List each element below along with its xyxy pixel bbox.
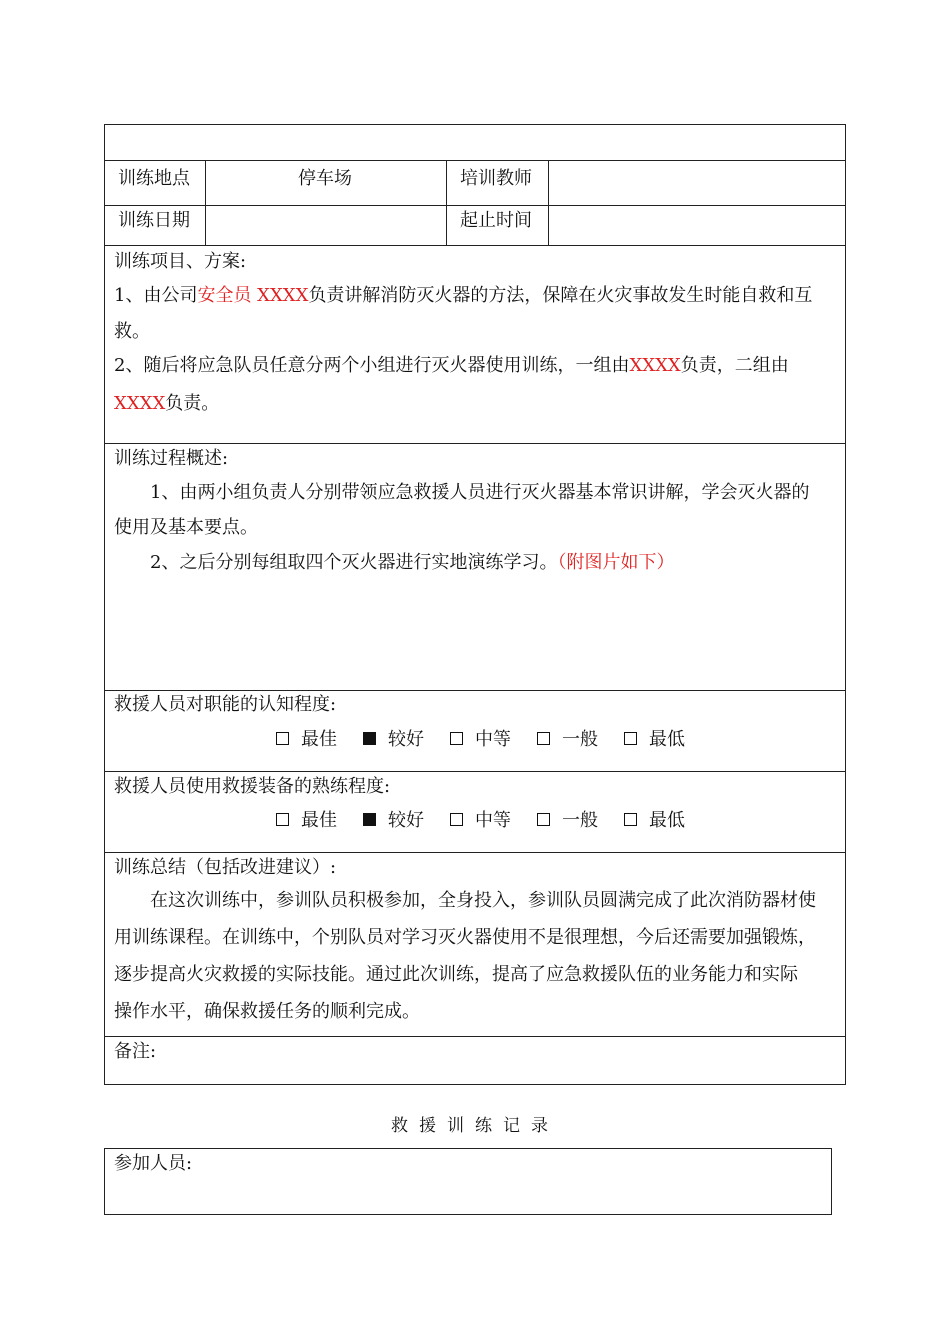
option-label: 较好 <box>388 810 424 831</box>
plan-item-2-text-c: 负责。 <box>165 393 220 414</box>
plan-item-1-highlight: 安全员 XXXX <box>197 285 309 306</box>
cognition-rating-group <box>276 725 711 751</box>
col-divider <box>548 160 549 245</box>
row-divider <box>104 852 846 853</box>
row-divider <box>104 690 846 691</box>
plan-item-2-text-b: 负责，二组由 <box>680 355 789 376</box>
proficiency-rating-group <box>276 806 711 832</box>
proficiency-option-medium[interactable] <box>450 806 511 832</box>
row-divider <box>104 160 846 161</box>
location-value: 停车场 <box>298 168 352 189</box>
process-item-1: 1、由两小组负责人分别带领应急救援人员进行灭火器基本常识讲解，学会灭火器的 <box>150 482 810 503</box>
option-label: 较好 <box>388 729 424 750</box>
summary-line-3: 逐步提高火灾救援的实际技能。通过此次训练，提高了应急救援队伍的业务能力和实际 <box>114 964 798 985</box>
time-label: 起止时间 <box>460 210 532 231</box>
participants-box <box>104 1148 832 1215</box>
checkbox-icon[interactable] <box>450 813 463 826</box>
plan-item-2-text: 2、随后将应急队员任意分两个小组进行灭火器使用训练，一组由 <box>114 355 630 376</box>
proficiency-option-best[interactable] <box>276 806 337 832</box>
col-divider <box>205 160 206 245</box>
summary-line-1: 在这次训练中，参训队员积极参加，全身投入，参训队员圆满完成了此次消防器材使 <box>150 890 816 911</box>
row-divider <box>104 443 846 444</box>
plan-item-1-text: 1、由公司 <box>114 285 198 306</box>
option-label: 最低 <box>649 810 685 831</box>
checkbox-icon[interactable] <box>276 732 289 745</box>
option-label: 最佳 <box>301 729 337 750</box>
option-label: 中等 <box>475 810 511 831</box>
process-heading: 训练过程概述: <box>114 448 229 469</box>
proficiency-option-lowest[interactable] <box>624 806 685 832</box>
participants-label: 参加人员: <box>114 1153 193 1174</box>
checkbox-icon[interactable] <box>624 813 637 826</box>
cognition-option-good[interactable] <box>363 725 424 751</box>
proficiency-heading: 救援人员使用救援装备的熟练程度: <box>114 776 391 797</box>
process-item-2-note: （附图片如下） <box>557 552 675 573</box>
plan-item-1-text-b: 负责讲解消防灭火器的方法，保障在火灾事故发生时能自救和互 <box>308 285 813 306</box>
summary-line-2: 用训练课程。在训练中，个别队员对学习灭火器使用不是很理想，今后还需要加强锻炼， <box>114 927 816 948</box>
checkbox-checked-icon[interactable] <box>363 732 376 745</box>
option-label: 一般 <box>562 729 598 750</box>
checkbox-icon[interactable] <box>450 732 463 745</box>
remarks-label: 备注: <box>114 1041 157 1062</box>
cognition-option-lowest[interactable] <box>624 725 685 751</box>
checkbox-checked-icon[interactable] <box>363 813 376 826</box>
date-label: 训练日期 <box>118 210 190 231</box>
option-label: 一般 <box>562 810 598 831</box>
proficiency-option-average[interactable] <box>537 806 598 832</box>
proficiency-option-good[interactable] <box>363 806 424 832</box>
cognition-heading: 救援人员对职能的认知程度: <box>114 694 337 715</box>
process-item-2-text: 2、之后分别每组取四个灭火器进行实地演练学习。 <box>150 552 558 573</box>
option-label: 最低 <box>649 729 685 750</box>
summary-heading: 训练总结（包括改进建议）: <box>114 857 337 878</box>
row-divider <box>104 245 846 246</box>
plan-item-2 <box>114 354 789 378</box>
row-divider <box>104 771 846 772</box>
option-label: 最佳 <box>301 810 337 831</box>
process-item-2 <box>150 551 674 575</box>
col-divider <box>446 160 447 245</box>
checkbox-icon[interactable] <box>537 732 550 745</box>
cognition-option-best[interactable] <box>276 725 337 751</box>
trainer-label: 培训教师 <box>460 168 532 189</box>
record-title: 救援训练记录 <box>391 1116 559 1136</box>
row-divider <box>104 1036 846 1037</box>
plan-heading: 训练项目、方案: <box>114 251 247 272</box>
checkbox-icon[interactable] <box>276 813 289 826</box>
cognition-option-medium[interactable] <box>450 725 511 751</box>
row-divider <box>104 205 846 206</box>
plan-item-2-cont <box>114 392 219 416</box>
plan-item-2-highlight-1: XXXX <box>629 355 681 376</box>
checkbox-icon[interactable] <box>537 813 550 826</box>
plan-item-2-highlight-2: XXXX <box>114 393 166 414</box>
option-label: 中等 <box>475 729 511 750</box>
process-item-1-cont: 使用及基本要点。 <box>114 517 258 538</box>
plan-item-1 <box>114 284 812 308</box>
summary-line-4: 操作水平，确保救援任务的顺利完成。 <box>114 1001 420 1022</box>
cognition-option-average[interactable] <box>537 725 598 751</box>
plan-item-1-cont: 救。 <box>114 321 150 342</box>
checkbox-icon[interactable] <box>624 732 637 745</box>
location-label: 训练地点 <box>118 168 190 189</box>
